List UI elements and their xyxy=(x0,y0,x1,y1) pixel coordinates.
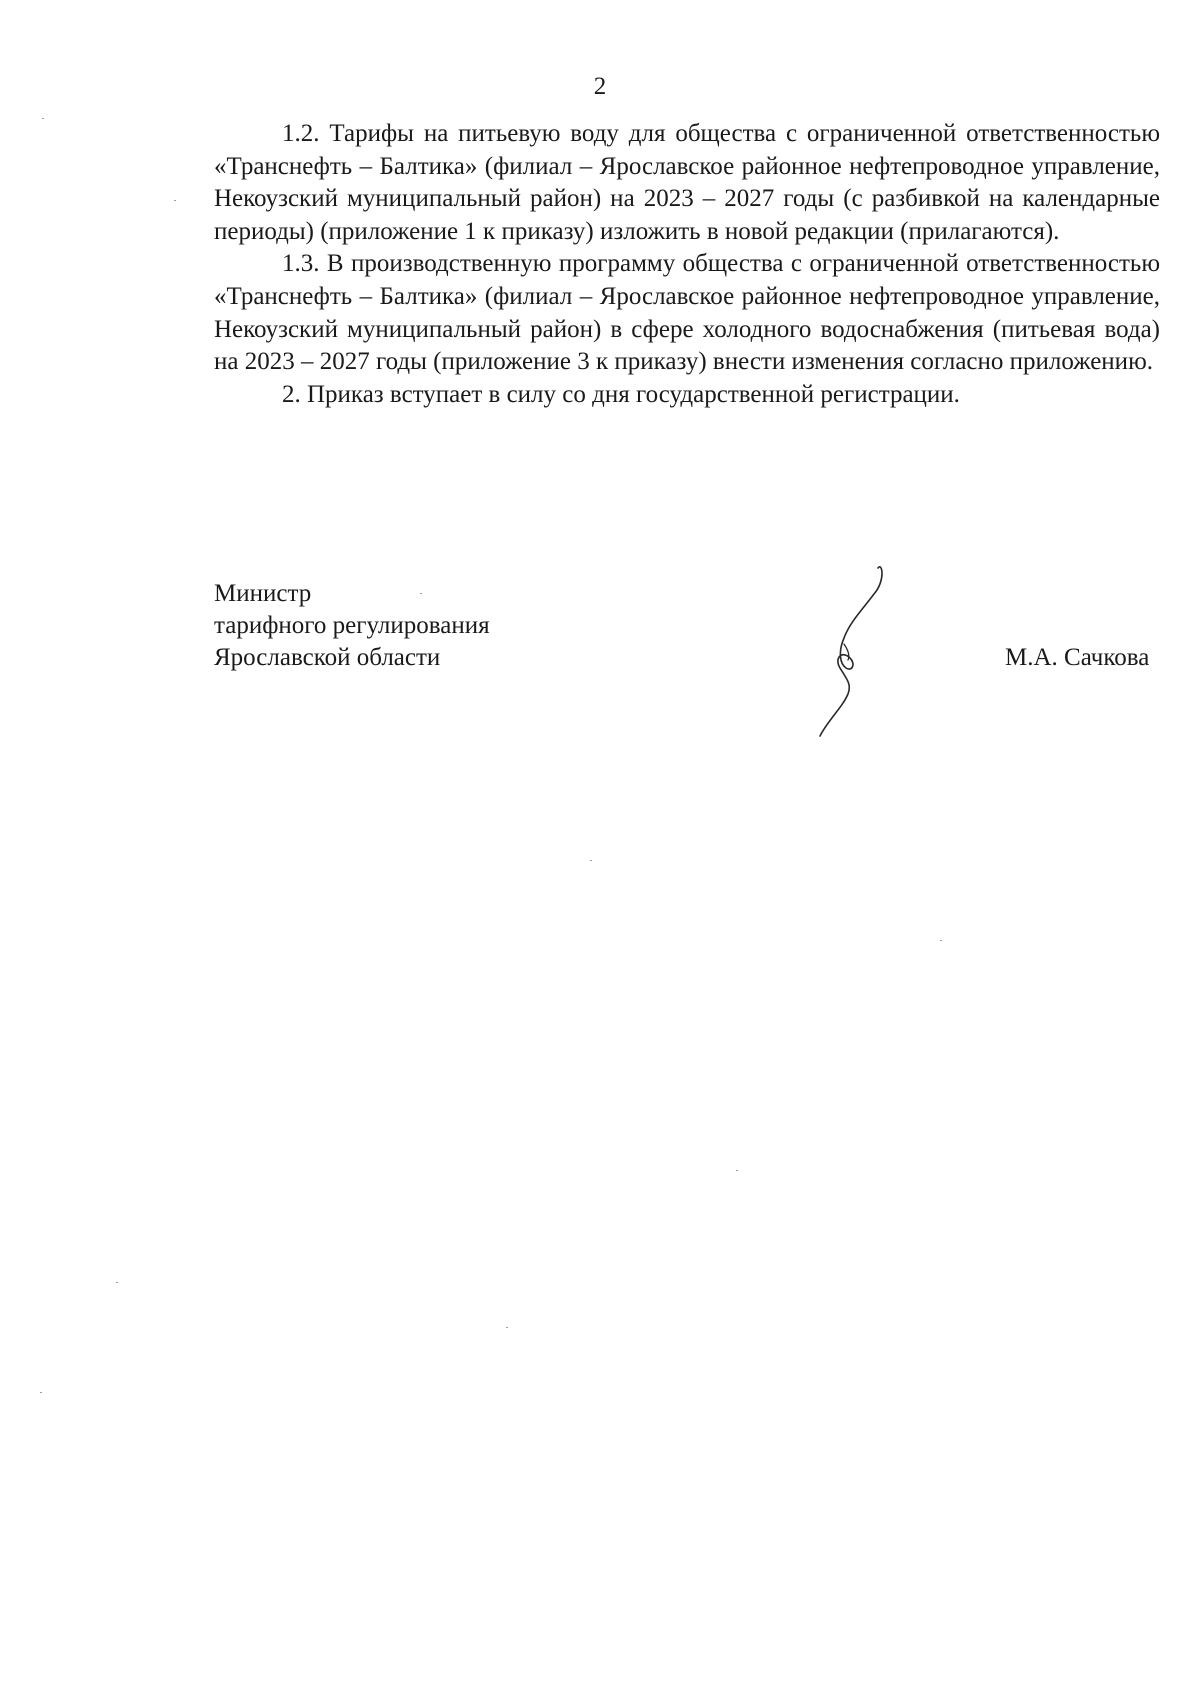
paragraph-2: 2. Приказ вступает в силу со дня государственной регистрации. xyxy=(282,380,960,408)
paragraph-1-2: 1.2. Тарифы на питьевую воду для общества с ограниченной ответственностью «Транснефть – Балтика» (филиал – Ярославское районное нефтепроводное управление, Некоузский муниципальный район) на 2023 – 2027 годы (с разбивкой на календарные периоды) (приложение 1 к приказу) изложить в новой редакции (прилагаются). xyxy=(214,120,1160,245)
position-line-minister: Министр xyxy=(214,580,312,607)
paragraph-1-3: 1.3. В производственную программу общества с ограниченной ответственностью «Транснефть – Балтика» (филиал – Ярославское районное нефтепроводное управление, Некоузский муниципальный район) в сфере холодного водоснабжения (питьевая вода) на 2023 – 2027 годы (приложение 3 к приказу) внести изменения согласно приложению. xyxy=(214,250,1160,376)
signatory-position xyxy=(214,578,490,674)
scan-speck xyxy=(590,860,592,861)
position-line-regulation: тарифного регулирования xyxy=(214,612,490,639)
page-number: 2 xyxy=(593,73,607,100)
scan-speck xyxy=(736,1170,738,1171)
signatory-name: М.А. Сачкова xyxy=(1005,644,1150,671)
scan-speck xyxy=(42,118,44,119)
scan-speck xyxy=(40,1392,42,1393)
position-line-region: Ярославской области xyxy=(214,644,441,671)
scan-speck xyxy=(116,1282,118,1283)
scan-speck xyxy=(940,940,942,941)
scan-speck xyxy=(506,1327,508,1328)
document-body xyxy=(214,118,1160,411)
handwritten-signature xyxy=(790,560,900,740)
scan-speck xyxy=(174,200,176,201)
scan-speck xyxy=(420,593,422,594)
